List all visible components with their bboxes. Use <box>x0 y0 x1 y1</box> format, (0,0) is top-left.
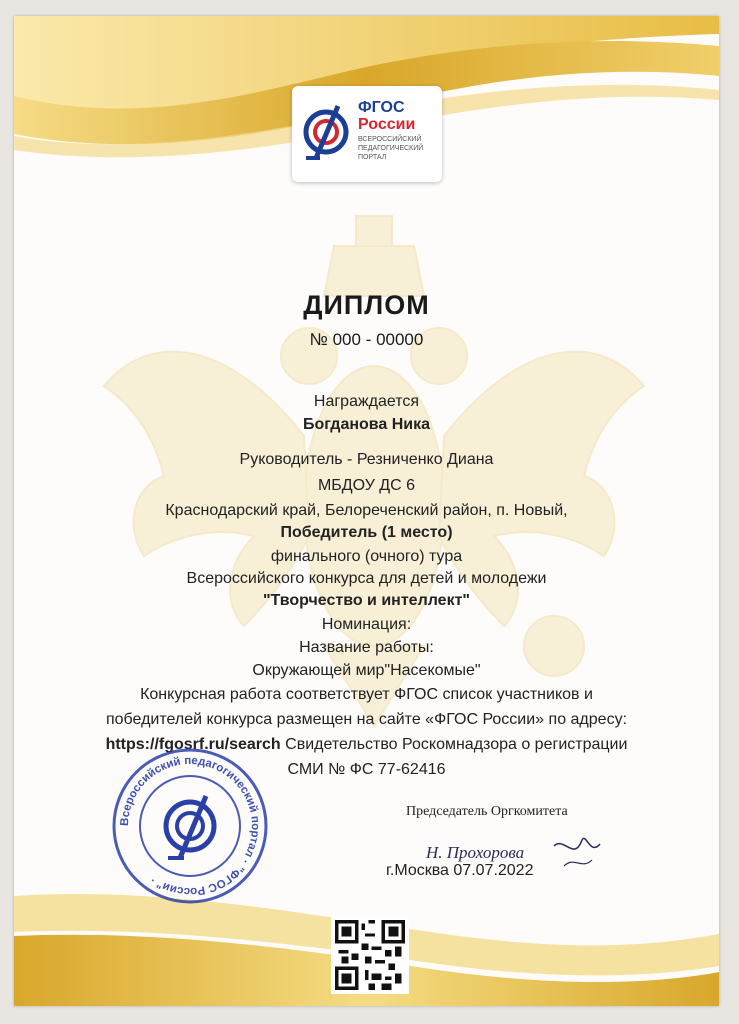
chairman-title: Председатель Оргкомитета <box>406 804 568 819</box>
diploma-number: № 000 - 00000 <box>309 330 424 349</box>
fgos-emblem-icon <box>300 102 354 164</box>
diploma-page <box>14 16 719 1006</box>
note-line-4: СМИ № ФС 77-62416 <box>287 761 446 778</box>
contest: Всероссийского конкурса для детей и молодежи <box>186 570 547 587</box>
stamp-emblem-icon <box>166 796 214 858</box>
site-url[interactable]: https://fgosrf.ru/search <box>105 736 281 753</box>
city-date: г.Москва 07.07.2022 <box>386 862 534 879</box>
signature-text: Н. Прохорова <box>426 843 525 862</box>
round-stamp <box>110 746 270 906</box>
registration-text: Свидетельство Роскомнадзора о регистрации <box>280 736 628 753</box>
note-line-1: Конкурсная работа соответствует ФГОС список участников и <box>140 686 593 703</box>
logo-subtitle: ВСЕРОССИЙСКИЙ ПЕДАГОГИЧЕСКИЙ ПОРТАЛ <box>358 136 424 161</box>
awarded-label: Награждается <box>313 393 420 410</box>
work-title: Окружающей мир"Насекомые" <box>252 662 481 679</box>
diploma-title: ДИПЛОМ <box>303 290 430 320</box>
institution: МБДОУ ДС 6 <box>317 477 416 494</box>
location: Краснодарский край, Белореченский район, п. Новый, <box>165 502 568 519</box>
fgos-logo <box>292 86 442 182</box>
contest-name: "Творчество и интеллект" <box>262 592 471 609</box>
supervisor: Руководитель - Резниченко Диана <box>239 451 494 468</box>
work-title-label: Название работы: <box>299 639 434 656</box>
logo-title: ФГОС <box>358 99 405 116</box>
round: финального (очного) тура <box>270 548 463 565</box>
stamp-text: Всероссийский педагогический портал · "ФГОС России" · <box>118 754 262 898</box>
recipient-name: Богданова Ника <box>302 416 431 433</box>
logo-title-2: России <box>358 116 416 133</box>
nomination-label: Номинация: <box>321 616 412 633</box>
note-line-2: победителей конкурса размещен на сайте «ФГОС России» по адресу: <box>105 711 628 728</box>
qr-code[interactable] <box>331 916 409 994</box>
place: Победитель (1 место) <box>280 524 453 541</box>
